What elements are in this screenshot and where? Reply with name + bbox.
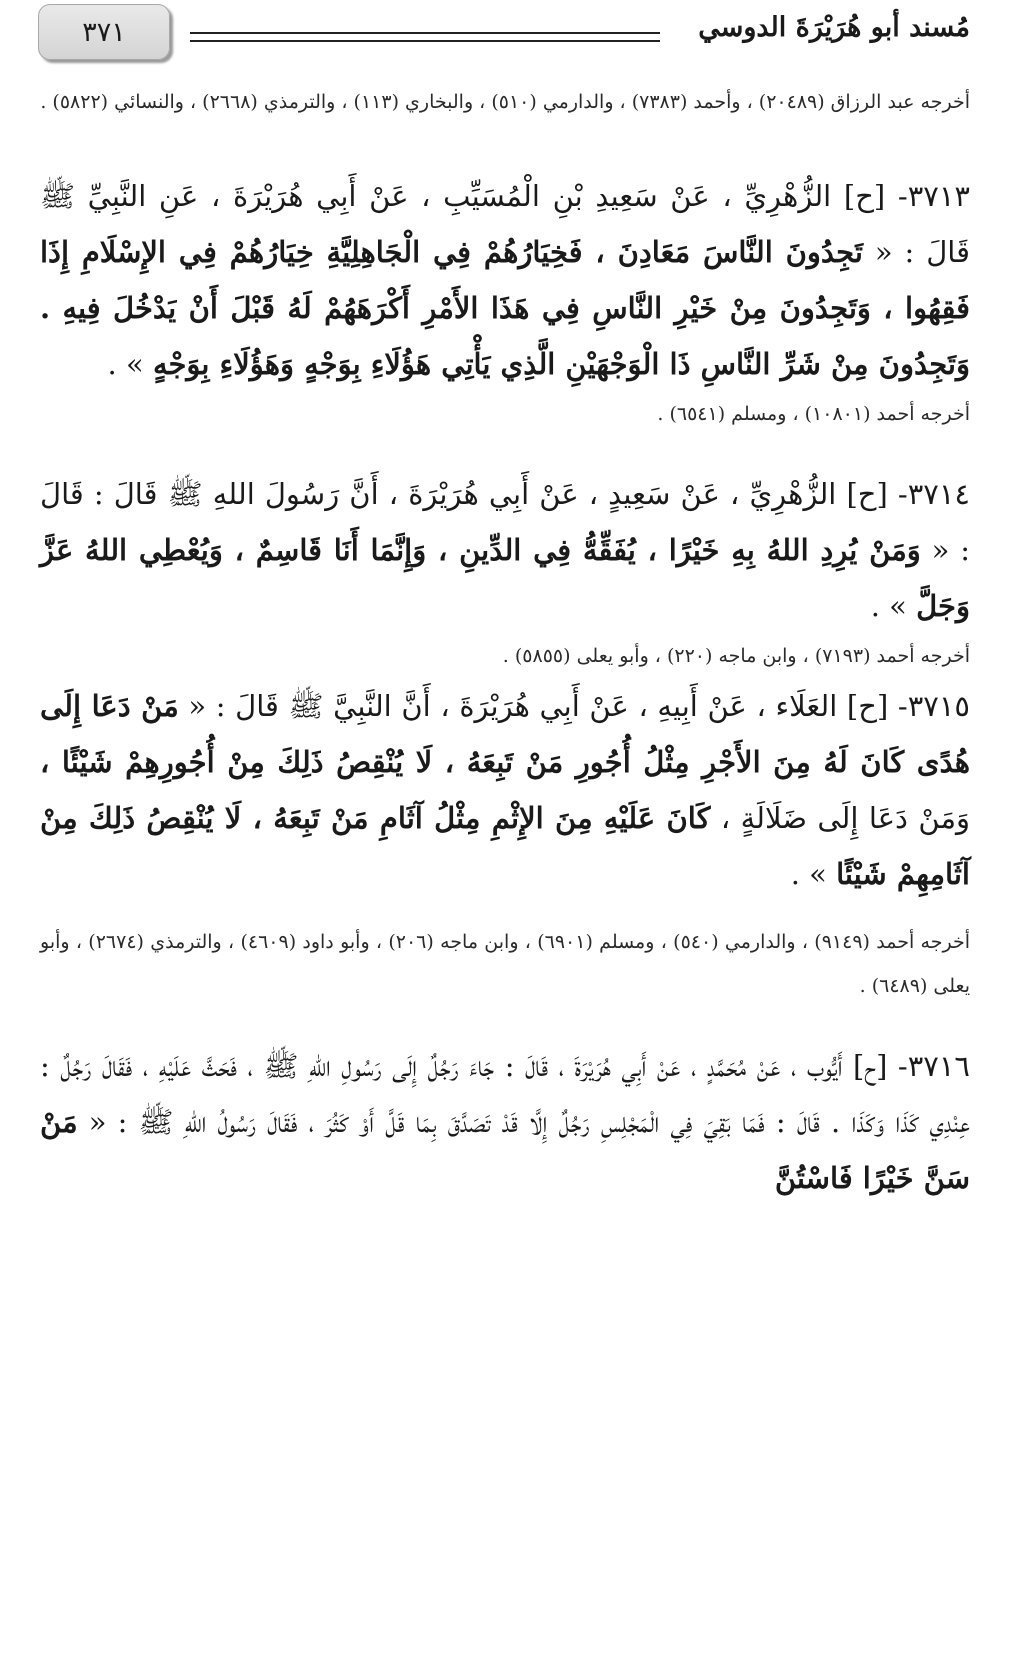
matn-connector: وَمَنْ دَعَا إِلَى ضَلَالَةٍ ، [710,801,970,835]
running-title: مُسند أبو هُرَيْرَةَ الدوسي [698,12,970,43]
isnad: ٣٧١٦- [ح] أَيُّوب ، عَنْ مُحَمَّدٍ ، عَنْ أَبِي هُرَيْرَةَ ، قَالَ : جَاءَ رَجُلٌ إِلَى رَسُولِ اللهِ ﷺ ، فَحَثَّ عَلَيْهِ ، فَقَالَ رَجُلٌ : عِنْدِي كَذَا وَكَذَا . قَالَ : فَمَا بَقِيَ فِي الْمَجْلِسِ رَجُلٌ إِلَّا قَدْ تَصَدَّقَ بِمَا قَلَّ أَوْ كَثُرَ ، فَقَالَ رَسُولُ اللهِ ﷺ : « [40,1049,970,1139]
page-number: ٣٧١ [82,16,126,48]
matn-part-1: مَنْ دَعَا إِلَى هُدًى كَانَ لَهُ مِنَ الأَجْرِ مِثْلُ أُجُورِ مَنْ تَبِعَهُ ، لَا يُنْقِصُ ذَلِكَ مِنْ أُجُورِهِمْ شَيْئًا ، [40,689,970,779]
hadith-3715 [40,678,970,902]
closing-quote: » . [790,857,837,891]
takhrij-3715: أخرجه أحمد (٩١٤٩) ، والدارمي (٥٤٠) ، ومسلم (٦٩٠١) ، وابن ماجه (٢٠٦) ، وأبو داود (٤٦٠٩) ، والترمذي (٢٦٧٤) ، وأبو يعلى (٦٤٨٩) . [40,931,970,997]
takhrij-previous: أخرجه عبد الرزاق (٢٠٤٨٩) ، وأحمد (٧٣٨٣) ، والدارمي (٥١٠) ، والبخاري (١١٣) ، والترمذي (٢٦٦٨) ، والنسائي (٥٨٢٢) . [40,91,970,113]
takhrij-3714: أخرجه أحمد (٧١٩٣) ، وابن ماجه (٢٢٠) ، وأبو يعلى (٥٨٥٥) . [502,645,970,667]
hadith-3714 [40,466,970,634]
page-number-tab [38,4,170,60]
header-rule-bottom [190,40,660,42]
header-rule-top [190,32,660,34]
matn-part-2: كَانَ عَلَيْهِ مِنَ الإِثْمِ مِثْلُ آثَامِ مَنْ تَبِعَهُ ، لَا يُنْقِصُ ذَلِكَ مِنْ آثَامِهِمْ شَيْئًا [40,801,970,891]
isnad: ٣٧١٤- [ح] الزُّهْرِيِّ ، عَنْ سَعِيدٍ ، عَنْ أَبِي هُرَيْرَةَ ، أَنَّ رَسُولَ اللهِ ﷺ قَالَ : قَالَ : « [40,477,970,567]
isnad: ٣٧١٥- [ح] العَلَاء ، عَنْ أَبِيهِ ، عَنْ أَبِي هُرَيْرَةَ ، أَنَّ النَّبِيَّ ﷺ قَالَ : « [178,689,970,723]
closing-quote: » . [107,347,153,381]
hadith-3713 [40,168,970,392]
matn: تَجِدُونَ النَّاسَ مَعَادِنَ ، فَخِيَارُهُمْ فِي الْجَاهِلِيَّةِ خِيَارُهُمْ فِي الإِسْلَامِ إِذَا فَقِهُوا ، وَتَجِدُونَ مِنْ خَيْرِ النَّاسِ فِي هَذَا الأَمْرِ أَكْرَهَهُمْ لَهُ قَبْلَ أَنْ يَدْخُلَ فِيهِ . وَتَجِدُونَ مِنْ شَرِّ النَّاسِ ذَا الْوَجْهَيْنِ الَّذِي يَأْتِي هَؤُلَاءِ بِوَجْهٍ وَهَؤُلَاءِ بِوَجْهٍ [40,235,970,381]
page-body [40,80,970,1206]
closing-quote: » . [870,589,917,623]
hadith-3716 [40,1038,970,1206]
takhrij-3713: أخرجه أحمد (١٠٨٠١) ، ومسلم (٦٥٤١) . [657,403,970,425]
matn: وَمَنْ يُرِدِ اللهُ بِهِ خَيْرًا ، يُفَقِّهُّ فِي الدِّينِ ، وَإِنَّمَا أَنَا قَاسِمٌ ، وَيُعْطِي اللهُ عَزَّ وَجَلَّ [40,533,970,623]
matn: مَنْ سَنَّ خَيْرًا فَاسْتُنَّ [40,1105,970,1195]
page-header [0,0,1010,70]
isnad: ٣٧١٣- [ح] الزُّهْرِيِّ ، عَنْ سَعِيدِ بْنِ الْمُسَيِّبِ ، عَنْ أَبِي هُرَيْرَةَ ، عَنِ النَّبِيِّ ﷺ قَالَ : « [40,179,970,269]
